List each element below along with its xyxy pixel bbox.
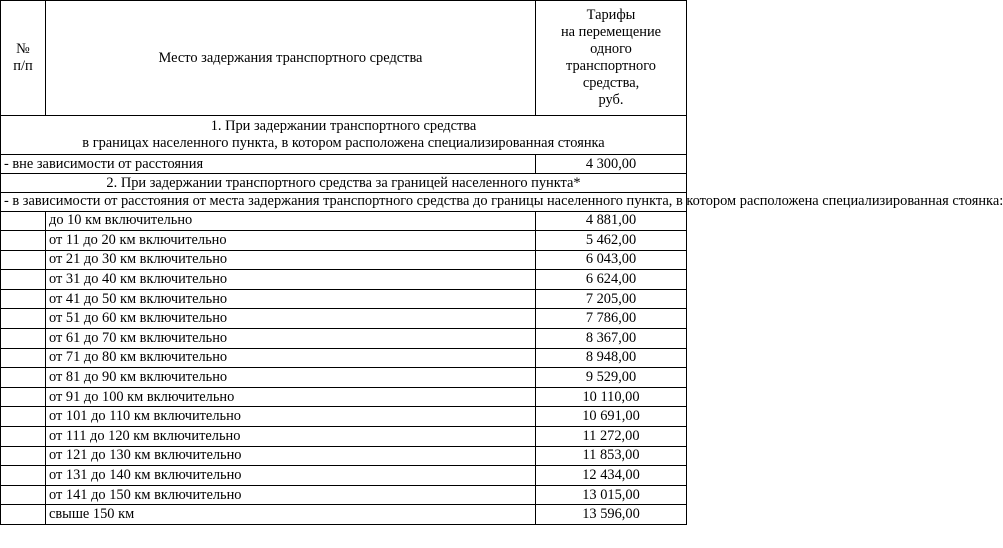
section-1-title <box>1 116 687 155</box>
section-1-row-label: - вне зависимости от расстояния <box>1 155 536 174</box>
table-row <box>1 211 687 231</box>
table-row <box>1 329 687 349</box>
table-header-row <box>1 1 687 116</box>
distance-range-cell: от 31 до 40 км включительно <box>46 270 536 290</box>
section-2-title-row <box>1 174 687 193</box>
row-number-cell <box>1 309 46 329</box>
row-number-cell <box>1 348 46 368</box>
tariff-value-cell: 13 596,00 <box>536 505 687 525</box>
header-place <box>46 1 536 116</box>
tariff-value-cell: 11 853,00 <box>536 446 687 466</box>
table-row <box>1 466 687 486</box>
header-tariff <box>536 1 687 116</box>
table-row <box>1 427 687 447</box>
distance-range-cell: от 121 до 130 км включительно <box>46 446 536 466</box>
tariff-value-cell: 6 624,00 <box>536 270 687 290</box>
tariff-value-cell: 13 015,00 <box>536 485 687 505</box>
tariff-value-cell: 7 205,00 <box>536 289 687 309</box>
tariff-value-cell: 12 434,00 <box>536 466 687 486</box>
tariff-value-cell: 10 110,00 <box>536 387 687 407</box>
section-1-title-line2: в границах населенного пункта, в котором расположена специализированная стоянка <box>82 135 605 151</box>
distance-range-cell: свыше 150 км <box>46 505 536 525</box>
row-number-cell <box>1 446 46 466</box>
row-number-cell <box>1 466 46 486</box>
row-number-cell <box>1 231 46 251</box>
distance-range-cell: от 131 до 140 км включительно <box>46 466 536 486</box>
distance-range-cell: от 141 до 150 км включительно <box>46 485 536 505</box>
header-number <box>1 1 46 116</box>
row-number-cell <box>1 211 46 231</box>
tariff-value-cell: 4 881,00 <box>536 211 687 231</box>
table-row <box>1 368 687 388</box>
section-1-title-line1: 1. При задержании транспортного средства <box>210 118 477 134</box>
table-row <box>1 231 687 251</box>
row-number-cell <box>1 289 46 309</box>
row-number-cell <box>1 427 46 447</box>
distance-range-cell: от 81 до 90 км включительно <box>46 368 536 388</box>
tariff-value-cell: 5 462,00 <box>536 231 687 251</box>
table-row <box>1 387 687 407</box>
section-2-intro-row <box>1 193 687 212</box>
distance-range-cell: от 91 до 100 км включительно <box>46 387 536 407</box>
row-number-cell <box>1 505 46 525</box>
section-2-title: 2. При задержании транспортного средства за границей населенного пункта* <box>1 174 687 193</box>
row-number-cell <box>1 407 46 427</box>
row-number-cell <box>1 329 46 349</box>
distance-range-cell: от 51 до 60 км включительно <box>46 309 536 329</box>
header-place-label: Место задержания транспортного средства <box>158 49 423 66</box>
table-row <box>1 407 687 427</box>
distance-range-cell: от 111 до 120 км включительно <box>46 427 536 447</box>
section-2-intro: - в зависимости от расстояния от места задержания транспортного средства до границы населенного пункта, в котором расположена специализированная стоянка: <box>1 193 687 212</box>
table-row <box>1 505 687 525</box>
table-row <box>1 289 687 309</box>
table-row <box>1 270 687 290</box>
distance-range-cell: до 10 км включительно <box>46 211 536 231</box>
section-1-row <box>1 155 687 174</box>
tariff-value-cell: 11 272,00 <box>536 427 687 447</box>
row-number-cell <box>1 250 46 270</box>
section-1-row-value: 4 300,00 <box>536 155 687 174</box>
table-row <box>1 485 687 505</box>
row-number-cell <box>1 368 46 388</box>
tariff-value-cell: 9 529,00 <box>536 368 687 388</box>
distance-range-cell: от 71 до 80 км включительно <box>46 348 536 368</box>
distance-range-cell: от 61 до 70 км включительно <box>46 329 536 349</box>
table-row <box>1 250 687 270</box>
tariff-value-cell: 6 043,00 <box>536 250 687 270</box>
table-row <box>1 348 687 368</box>
tariff-value-cell: 10 691,00 <box>536 407 687 427</box>
row-number-cell <box>1 485 46 505</box>
row-number-cell <box>1 387 46 407</box>
tariff-value-cell: 7 786,00 <box>536 309 687 329</box>
tariff-value-cell: 8 948,00 <box>536 348 687 368</box>
distance-range-cell: от 21 до 30 км включительно <box>46 250 536 270</box>
header-tariff-label: Тарифы на перемещение одного транспортного средства, руб. <box>560 7 662 108</box>
distance-range-cell: от 41 до 50 км включительно <box>46 289 536 309</box>
distance-range-cell: от 11 до 20 км включительно <box>46 231 536 251</box>
row-number-cell <box>1 270 46 290</box>
table-row <box>1 309 687 329</box>
section-1-title-row <box>1 116 687 155</box>
table-row <box>1 446 687 466</box>
tariff-value-cell: 8 367,00 <box>536 329 687 349</box>
header-number-label: № п/п <box>13 41 33 74</box>
distance-range-cell: от 101 до 110 км включительно <box>46 407 536 427</box>
